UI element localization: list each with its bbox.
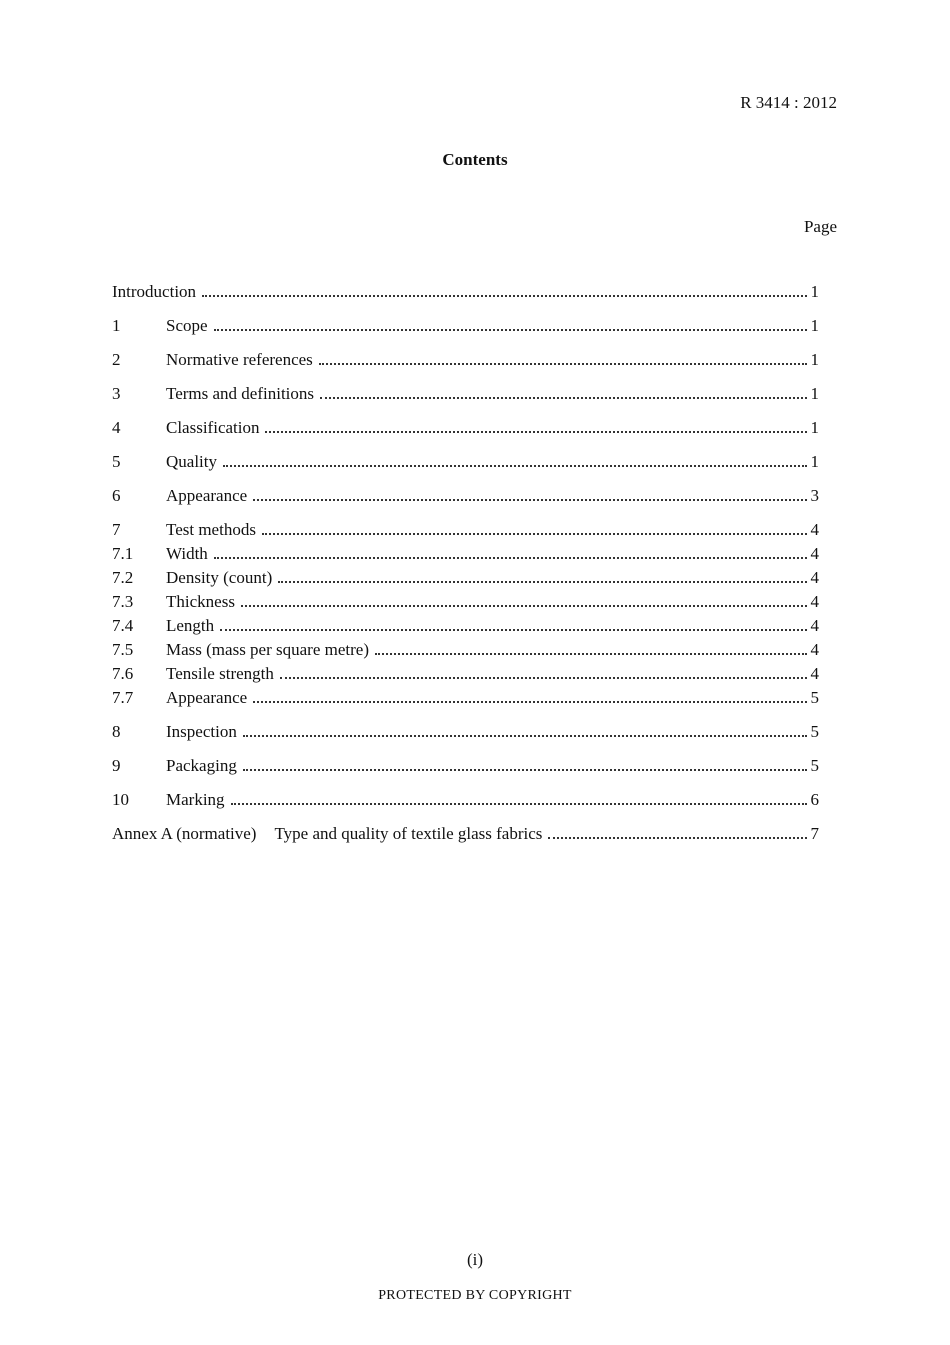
toc-entry-page: 1 [810, 452, 819, 471]
dot-leader [243, 735, 807, 737]
toc-entry-page: 5 [810, 756, 819, 775]
toc-entry-page: 4 [810, 568, 819, 587]
toc-entry-number: 6 [112, 486, 121, 505]
toc-entry-title: Appearance [166, 486, 248, 505]
toc-entry-page: 4 [810, 592, 819, 611]
toc-entry-title: Length [166, 616, 215, 635]
toc-entry-page: 7 [810, 824, 819, 843]
copyright-notice: PROTECTED BY COPYRIGHT [378, 1288, 572, 1303]
toc-entry-8[interactable] [112, 720, 819, 744]
toc-entry-title: Mass (mass per square metre) [166, 640, 369, 659]
dot-leader [280, 677, 807, 679]
dot-leader [548, 837, 806, 839]
toc-entry-7-6[interactable] [112, 662, 819, 686]
dot-leader [375, 653, 807, 655]
dot-leader [265, 431, 806, 433]
toc-entry-7-1[interactable] [112, 542, 819, 566]
toc-entry-5[interactable] [112, 450, 819, 474]
dot-leader [223, 465, 807, 467]
toc-entry-number: 9 [112, 756, 121, 775]
dot-leader [243, 769, 807, 771]
toc-entry-title: Test methods [166, 520, 256, 539]
toc-entry-page: 5 [810, 688, 819, 707]
toc-entry-7-7[interactable] [112, 686, 819, 710]
toc-entry-page: 5 [810, 722, 819, 741]
document-id: R 3414 : 2012 [740, 93, 837, 112]
toc-entry-title: Scope [166, 316, 208, 335]
toc-entry-number: 7.3 [112, 592, 134, 611]
toc-entry-title: Marking [166, 790, 225, 809]
toc-entry-introduction[interactable] [112, 280, 819, 304]
dot-leader [253, 701, 806, 703]
toc-entry-title: Classification [166, 418, 260, 437]
dot-leader [278, 581, 806, 583]
toc-entry-number: 7.1 [112, 544, 134, 563]
toc-entry-page: 6 [810, 790, 819, 809]
dot-leader [214, 557, 807, 559]
toc-entry-page: 3 [810, 486, 819, 505]
toc-entry-title: Normative references [166, 350, 313, 369]
toc-entry-7[interactable] [112, 518, 819, 542]
page-column-heading: Page [803, 217, 837, 236]
toc-entry-page: 1 [810, 316, 819, 335]
toc-entry-7-2[interactable] [112, 566, 819, 590]
page-folio: (i) [466, 1250, 484, 1269]
toc-entry-4[interactable] [112, 416, 819, 440]
toc-entry-7-4[interactable] [112, 614, 819, 638]
toc-entry-number: 7.7 [112, 688, 134, 707]
toc-entry-page: 1 [810, 350, 819, 369]
toc-entry-10[interactable] [112, 788, 819, 812]
toc-entry-page: 1 [810, 418, 819, 437]
toc-entry-title: Thickness [166, 592, 235, 611]
toc-entry-number: 7.4 [112, 616, 134, 635]
toc-entry-title: Terms and definitions [166, 384, 315, 403]
toc-entry-number: 2 [112, 350, 121, 369]
toc-entry-3[interactable] [112, 382, 819, 406]
dot-leader [320, 397, 806, 399]
dot-leader [319, 363, 807, 365]
toc-entry-page: 4 [810, 520, 819, 539]
dot-leader [202, 295, 806, 297]
annex-label: Annex A (normative) [112, 824, 257, 843]
toc-entry-number: 4 [112, 418, 121, 437]
toc-entry-number: 7 [112, 520, 121, 539]
toc-entry-title: Introduction [112, 282, 197, 301]
toc-entry-number: 10 [112, 790, 129, 809]
toc-entry-page: 1 [810, 384, 819, 403]
toc-entry-2[interactable] [112, 348, 819, 372]
toc-entry-7-5[interactable] [112, 638, 819, 662]
dot-leader [241, 605, 807, 607]
toc-entry-page: 4 [810, 640, 819, 659]
toc-entry-page: 4 [810, 544, 819, 563]
toc-entry-page: 1 [810, 282, 819, 301]
toc-entry-number: 7.5 [112, 640, 134, 659]
toc-entry-title: Inspection [166, 722, 237, 741]
toc-entry-title: Type and quality of textile glass fabrics [274, 824, 543, 843]
toc-entry-number: 7.6 [112, 664, 134, 683]
toc-entry-title: Appearance [166, 688, 248, 707]
toc-entry-title: Density (count) [166, 568, 273, 587]
toc-entry-number: 3 [112, 384, 121, 403]
toc-entry-7-3[interactable] [112, 590, 819, 614]
toc-entry-title: Width [166, 544, 208, 563]
toc-entry-title: Quality [166, 452, 217, 471]
table-of-contents [112, 280, 819, 846]
toc-entry-title: Tensile strength [166, 664, 274, 683]
toc-entry-number: 5 [112, 452, 121, 471]
dot-leader [220, 629, 806, 631]
toc-entry-9[interactable] [112, 754, 819, 778]
toc-entry-annex-a[interactable] [112, 822, 819, 846]
toc-entry-page: 4 [810, 616, 819, 635]
toc-entry-page: 4 [810, 664, 819, 683]
dot-leader [262, 533, 807, 535]
page-title: Contents [442, 150, 508, 169]
dot-leader [253, 499, 806, 501]
dot-leader [231, 803, 807, 805]
toc-entry-6[interactable] [112, 484, 819, 508]
toc-entry-title: Packaging [166, 756, 237, 775]
toc-entry-1[interactable] [112, 314, 819, 338]
dot-leader [214, 329, 807, 331]
toc-entry-number: 1 [112, 316, 121, 335]
toc-entry-number: 7.2 [112, 568, 134, 587]
toc-entry-number: 8 [112, 722, 121, 741]
